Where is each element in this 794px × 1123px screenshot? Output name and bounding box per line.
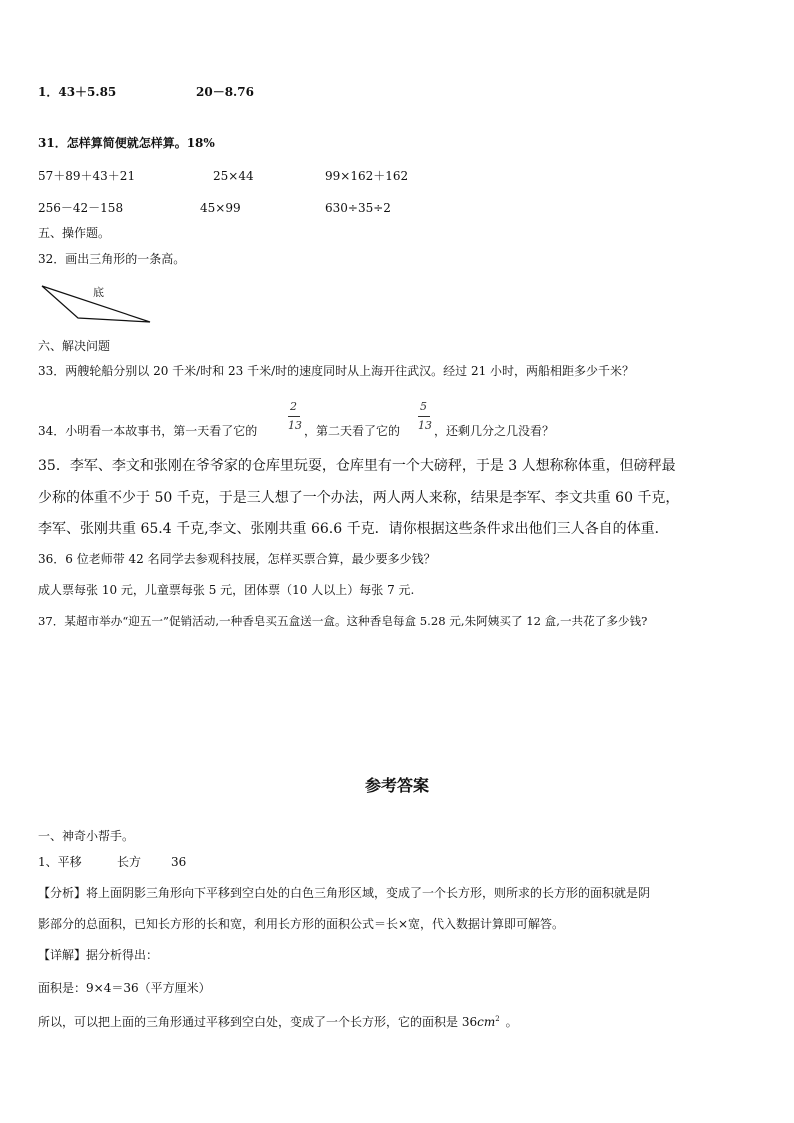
q31-expr-5: 45×99 — [200, 201, 241, 215]
base-label: 底 — [93, 286, 104, 299]
question-32-title: 32．画出三角形的一条高。 — [38, 252, 186, 266]
expression-1: 1．43＋5.85 — [38, 85, 117, 99]
conclusion-text: 所以，可以把上面的三角形通过平移到空白处，变成了一个长方形，它的面积是 36 — [38, 1015, 478, 1029]
fraction-2-denominator: 13 — [418, 419, 432, 432]
section-6-heading: 六、解决问题 — [38, 339, 111, 353]
q31-expr-3: 99×162＋162 — [325, 169, 409, 183]
question-35-line-1: 35．李军、李文和张刚在爷爷家的仓库里玩耍，仓库里有一个大磅秤，于是 3 人想称称体重，但磅秤最 — [38, 458, 676, 474]
answer-1-value-2: 长方 — [117, 855, 142, 869]
question-33: 33．两艘轮船分别以 20 千米/时和 23 千米/时的速度同时从上海开往武汉。经过 21 小时，两船相距多少千米？ — [38, 364, 635, 378]
question-35-line-2: 少称的体重不少于 50 千克，于是三人想了一个办法，两人两人来称，结果是李军、李文共重 60 千克， — [38, 490, 680, 506]
conclusion-end: 。 — [505, 1015, 518, 1029]
question-34-part-1: 34．小明看一本故事书，第一天看了它的 — [38, 424, 258, 438]
question-36-line-2: 成人票每张 10 元，儿童票每张 5 元，团体票（10 人以上）每张 7 元. — [38, 583, 415, 597]
q31-expr-4: 256－42－158 — [38, 201, 124, 215]
question-34-part-3: ，还剩几分之几没看？ — [434, 424, 555, 438]
area-calculation: 面积是：9×4＝36（平方厘米） — [38, 981, 211, 995]
answers-title: 参考答案 — [364, 776, 429, 795]
answer-1-label: 1、平移 — [38, 855, 82, 869]
expression-2: 20－8.76 — [196, 85, 254, 99]
section-5-heading: 五、操作题。 — [38, 226, 111, 240]
answer-1-value-3: 36 — [171, 855, 187, 869]
conclusion-unit: cm — [477, 1015, 496, 1029]
q31-expr-6: 630÷35÷2 — [325, 201, 391, 215]
q31-expr-1: 57＋89＋43＋21 — [38, 169, 136, 183]
question-35-line-3: 李军、张刚共重 65.4 千克,李文、张刚共重 66.6 千克．请你根据这些条件求出他们三人各自的体重． — [38, 521, 669, 537]
fraction-1-numerator: 2 — [290, 400, 297, 413]
analysis-line-2: 影部分的总面积，已知长方形的长和宽，利用长方形的面积公式＝长×宽，代入数据计算即可解答。 — [38, 917, 565, 931]
conclusion-unit-exponent: 2 — [495, 1015, 500, 1023]
question-31-title: 31．怎样算简便就怎样算。18% — [38, 136, 215, 150]
fraction-2-bar — [418, 416, 430, 417]
q31-expr-2: 25×44 — [213, 169, 254, 183]
question-37: 37．某超市举办“迎五一”促销活动,一种香皂买五盒送一盒。这种香皂每盒 5.28 元,朱阿姨买了 12 盒,一共花了多少钱? — [38, 614, 648, 628]
fraction-1-bar — [288, 416, 300, 417]
question-34-part-2: ，第二天看了它的 — [304, 424, 401, 438]
detail-heading: 【详解】据分析得出： — [38, 948, 159, 962]
fraction-2-numerator: 5 — [420, 400, 427, 413]
analysis-line-1: 【分析】将上面阴影三角形向下平移到空白处的白色三角形区域，变成了一个长方形，则所求的长方形的面积就是阴 — [38, 886, 651, 900]
fraction-1-denominator: 13 — [288, 419, 302, 432]
answers-section-1: 一、神奇小帮手。 — [38, 829, 135, 843]
question-36-line-1: 36．6 位老师带 42 名同学去参观科技展，怎样买票合算，最少要多少钱？ — [38, 552, 436, 566]
conclusion-line — [38, 1011, 518, 1030]
